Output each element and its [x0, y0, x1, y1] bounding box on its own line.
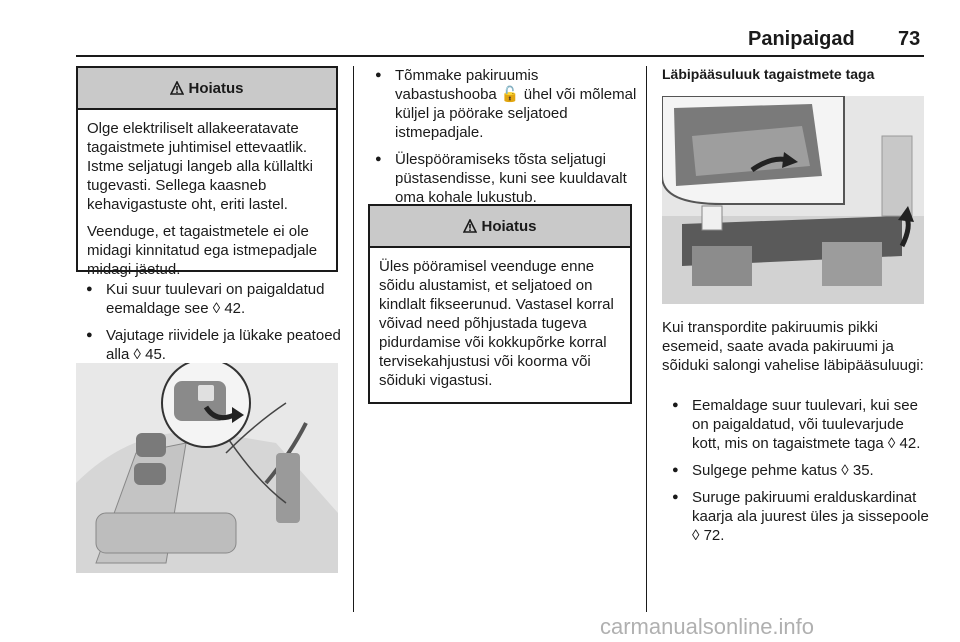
list-item: ● Suruge pakiruumi eralduskardinat kaarja ala juurest üles ja sissepoole ◊ 72.: [662, 488, 934, 545]
list-item: ● Kui suur tuulevari on paigaldatud eemaldage see ◊ 42.: [76, 280, 344, 318]
warning-title: Hoiatus: [481, 217, 537, 235]
col3-intro-paragraph: [662, 318, 924, 375]
warning-body-2: [370, 248, 630, 390]
trunk-passthrough-illustration: [662, 96, 924, 304]
list-item: ● Vajutage riividele ja lükake peatoed alla ◊ 45.: [76, 326, 344, 364]
bullet-list: [662, 396, 934, 545]
warning-box-2: [368, 204, 632, 404]
list-item: ● Tõmmake pakiruumis vabastushooba 🔓 ühel või mõlemal küljel ja pöörake seljatoed istmepadjale.: [365, 66, 637, 142]
warning-title: Hoiatus: [188, 79, 244, 97]
warning-paragraph: Veenduge, et tagaistmetele ei ole midagi kinnitatud ega istmepadjale midagi jäetud.: [87, 223, 318, 278]
col3-instructions: [662, 396, 934, 553]
bullet-list: [365, 66, 637, 207]
rear-seat-illustration: [76, 363, 338, 573]
warning-triangle-icon: [463, 219, 477, 233]
col2-instructions: [365, 66, 637, 215]
col1-instructions: [76, 280, 344, 372]
bullet-list: [76, 280, 344, 364]
warning-header-2: [370, 206, 630, 248]
section-heading: Läbipääsuluuk tagaistmete taga: [662, 66, 875, 82]
column-divider-1: [353, 66, 354, 612]
warning-box-1: [76, 66, 338, 278]
list-item: ● Eemaldage suur tuulevari, kui see on paigaldatud, või tuulevarjude kott, mis on tagaistmete taga ◊ 42.: [662, 396, 934, 453]
warning-paragraph: Olge elektriliselt allakeeratavate tagaistmete juhtimisel ettevaatlik. Istme seljatugi langeb alla küllaltki tugevasti. Sellega kaasneb kehavigastuste oht, eriti lastel.: [87, 120, 313, 213]
header-rule: [76, 55, 924, 57]
page-number: 73: [898, 28, 921, 50]
trunk-passthrough-figure: [662, 96, 924, 304]
rear-seat-headrest-figure: [76, 363, 338, 573]
warning-paragraph: Üles pööramisel veenduge enne sõidu alustamist, et seljatoed on kindlalt fikseerunud. Vastasel korral võivad need põhjustada tugeva pidurdamise või kokkupõrke korral tervisekahjustusi või koorma või sõiduki vigastusi.: [379, 258, 614, 389]
warning-header-1: [78, 68, 336, 110]
column-divider-2: [646, 66, 647, 612]
list-item: ● Ülespööramiseks tõsta seljatugi püstasendisse, kuni see kuuldavalt oma kohale lukustub.: [365, 150, 637, 207]
list-item: ● Sulgege pehme katus ◊ 35.: [662, 461, 934, 480]
page-header-title: Panipaigad: [748, 28, 855, 50]
warning-body-1: [78, 110, 336, 279]
paragraph: Kui transpordite pakiruumis pikki esemeid, saate avada pakiruumi ja sõiduki salongi vahelise läbipääsuluugi:: [662, 319, 924, 374]
watermark: carmanualsonline.info: [600, 614, 815, 639]
warning-triangle-icon: [170, 81, 184, 95]
